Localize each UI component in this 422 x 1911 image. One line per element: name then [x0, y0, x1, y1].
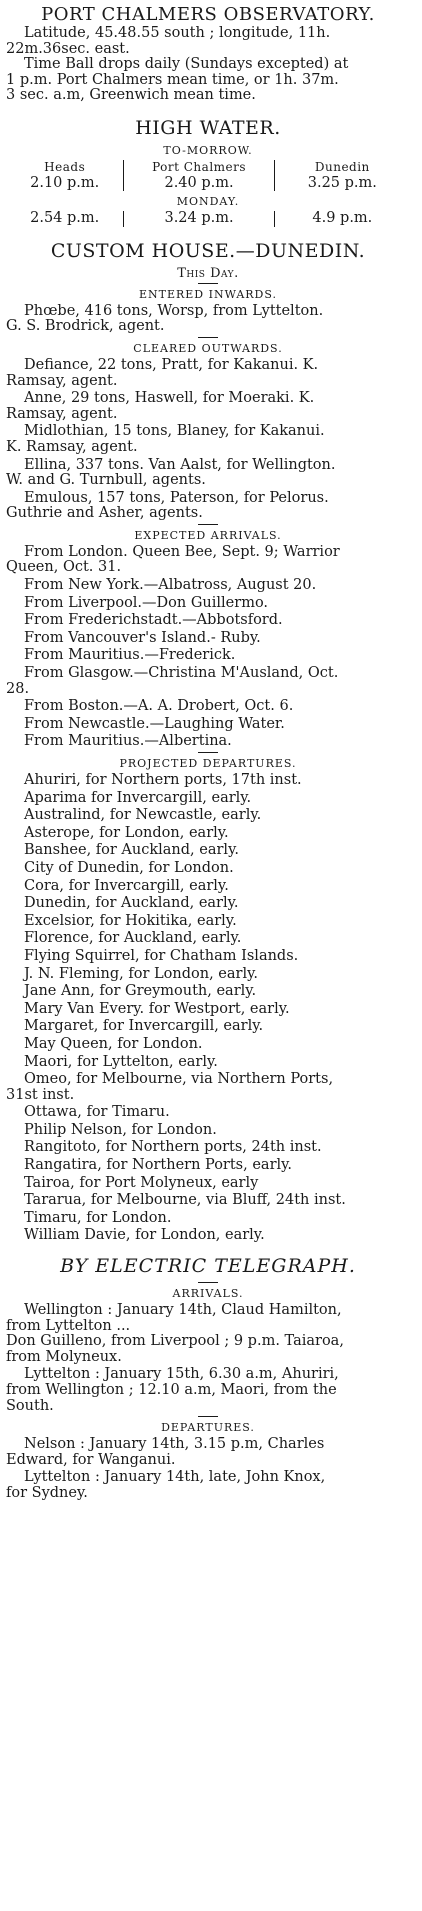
expected-arrival-entry — [6, 734, 410, 750]
entered-inwards-list — [6, 304, 410, 335]
telegraph-section — [6, 1254, 410, 1502]
tide-headers-row — [6, 160, 410, 176]
divider — [198, 337, 218, 338]
projected-departure-entry — [6, 843, 410, 859]
expected-arrival-entry-line: From Boston.—A. A. Drobert, Oct. 6. — [24, 698, 294, 715]
entered-entry — [6, 304, 410, 335]
projected-departure-entry — [6, 861, 410, 877]
expected-arrival-entry-line: From Newcastle.—Laughing Water. — [24, 715, 285, 732]
projected-departure-entry — [6, 967, 410, 983]
cleared-entry-line: Midlothian, 15 tons, Blaney, for Kakanui. — [24, 423, 325, 440]
this-day-label: This Day. — [177, 265, 239, 281]
projected-departure-entry-line: Flying Squirrel, for Chatham Islands. — [24, 947, 299, 964]
telegraph-arrivals-label: ARRIVALS. — [172, 1287, 244, 1301]
projected-departure-entry-line: Omeo, for Melbourne, via Northern Ports, — [24, 1071, 334, 1088]
projected-departure-entry-line: Mary Van Every. for Westport, early. — [24, 1000, 290, 1017]
telegraph-arrival-entry — [6, 1303, 410, 1365]
projected-departure-entry — [6, 1140, 410, 1156]
cleared-entry-line: K. Ramsay, agent. — [6, 438, 138, 455]
tide-monday-dunedin: 4.9 p.m. — [312, 210, 373, 227]
telegraph-arrival-entry — [6, 1367, 410, 1414]
observatory-line-2: 22m.36sec. east. — [6, 40, 130, 57]
expected-arrival-entry — [6, 666, 410, 697]
projected-departure-entry-line: Aparima for Invercargill, early. — [24, 789, 252, 806]
cleared-outwards-list — [6, 358, 410, 522]
divider — [198, 283, 218, 284]
entered-inwards-label: ENTERED INWARDS. — [138, 287, 278, 301]
projected-departure-entry — [6, 1211, 410, 1227]
projected-departure-entry-line: Tararua, for Melbourne, via Bluff, 24th inst. — [24, 1192, 346, 1209]
cleared-entry — [6, 458, 410, 489]
expected-arrival-entry — [6, 717, 410, 733]
tomorrow-label: TO-MORROW. — [163, 143, 253, 157]
expected-arrival-entry — [6, 699, 410, 715]
projected-departure-entry — [6, 791, 410, 807]
projected-departure-entry — [6, 1002, 410, 1018]
telegraph-arrival-entry-line: South. — [6, 1397, 54, 1414]
expected-arrival-entry-line: From Mauritius.—Frederick. — [24, 647, 236, 664]
projected-departure-entry-line: Banshee, for Auckland, early. — [24, 842, 239, 859]
projected-departures-label: PROJECTED DEPARTURES. — [119, 757, 297, 770]
monday-label: MONDAY. — [176, 195, 240, 209]
expected-arrival-entry-line: From Liverpool.—Don Guillermo. — [24, 594, 269, 611]
projected-departure-entry-line: Florence, for Auckland, early. — [24, 930, 242, 947]
observatory-line-3: Time Ball drops daily (Sundays excepted) at — [24, 56, 349, 73]
projected-departure-entry-line: J. N. Fleming, for London, early. — [24, 965, 258, 982]
projected-departure-entry-line: Tairoa, for Port Molyneux, early — [24, 1174, 259, 1191]
telegraph-arrival-entry-line: Don Guilleno, from Liverpool ; 9 p.m. Taiaroa, — [6, 1333, 344, 1350]
projected-departure-entry-line: Australind, for Newcastle, early. — [24, 807, 262, 824]
projected-departure-entry-line: May Queen, for London. — [24, 1035, 203, 1052]
projected-departure-entry-line: Excelsior, for Hokitika, early. — [24, 912, 237, 929]
projected-departure-entry-line: Timaru, for London. — [24, 1209, 172, 1226]
projected-departure-entry — [6, 1228, 410, 1244]
projected-departure-entry-line: Maori, for Lyttelton, early. — [24, 1053, 218, 1070]
projected-departure-entry-line: City of Dunedin, for London. — [24, 859, 234, 876]
custom-house-title: CUSTOM HOUSE.—DUNEDIN. — [50, 239, 366, 262]
projected-departure-entry-line: Margaret, for Invercargill, early. — [24, 1018, 264, 1035]
expected-arrival-entry — [6, 545, 410, 576]
cleared-outwards-label: CLEARED OUTWARDS. — [133, 341, 283, 355]
tide-tomorrow-port-chalmers: 2.40 p.m. — [123, 176, 274, 192]
cleared-entry-line: Emulous, 157 tons, Paterson, for Pelorus. — [24, 489, 329, 506]
expected-arrival-entry-line: From London. Queen Bee, Sept. 9; Warrior — [24, 543, 340, 560]
cleared-entry-line: Ramsay, agent. — [6, 372, 118, 389]
cleared-entry — [6, 358, 410, 389]
telegraph-departure-entry-line: Lyttelton : January 14th, late, John Knox, — [24, 1469, 326, 1486]
tide-monday-port-chalmers: 3.24 p.m. — [123, 211, 274, 227]
telegraph-arrival-entry-line: from Lyttelton ... — [6, 1317, 131, 1334]
cleared-entry-line: W. and G. Turnbull, agents. — [6, 472, 206, 489]
telegraph-departure-entry-line: Edward, for Wanganui. — [6, 1451, 176, 1468]
cleared-entry-line: Anne, 29 tons, Haswell, for Moeraki. K. — [24, 390, 315, 407]
tide-monday-heads: 2.54 p.m. — [30, 210, 100, 227]
expected-arrival-entry — [6, 578, 410, 594]
observatory-line-5: 3 sec. a.m, Greenwich mean time. — [6, 87, 256, 104]
custom-house-section — [6, 239, 410, 1244]
projected-departure-entry — [6, 1037, 410, 1053]
expected-arrival-entry-line: From Glasgow.—Christina M'Ausland, Oct. — [24, 665, 339, 682]
tide-tomorrow-row — [6, 176, 410, 192]
projected-departure-entry — [6, 1193, 410, 1209]
projected-departure-entry — [6, 931, 410, 947]
telegraph-arrival-entry-line: Lyttelton : January 15th, 6.30 a.m, Ahuriri, — [24, 1366, 339, 1383]
projected-departure-entry — [6, 879, 410, 895]
projected-departure-entry-line: Jane Ann, for Greymouth, early. — [24, 983, 257, 1000]
cleared-entry-line: Ellina, 337 tons. Van Aalst, for Wellington. — [24, 456, 336, 473]
expected-arrival-entry — [6, 631, 410, 647]
telegraph-arrival-entry-line: Wellington : January 14th, Claud Hamilton, — [24, 1302, 342, 1319]
projected-departure-entry — [6, 1123, 410, 1139]
high-water-section — [6, 116, 410, 227]
telegraph-departures-list — [6, 1437, 410, 1501]
telegraph-departure-entry — [6, 1470, 410, 1501]
projected-departure-entry-line: Rangitoto, for Northern ports, 24th inst. — [24, 1139, 322, 1156]
tide-header-dunedin: Dunedin — [314, 159, 370, 174]
tide-header-port-chalmers: Port Chalmers — [123, 160, 274, 176]
projected-departure-entry-line: 31st inst. — [6, 1086, 75, 1103]
tide-tomorrow-heads: 2.10 p.m. — [30, 174, 100, 191]
expected-arrivals-label: EXPECTED ARRIVALS. — [134, 528, 282, 542]
cleared-entry-line: Defiance, 22 tons, Pratt, for Kakanui. K. — [24, 356, 319, 373]
newspaper-column — [6, 4, 410, 1502]
cleared-entry — [6, 491, 410, 522]
projected-departure-entry — [6, 1105, 410, 1121]
telegraph-departure-entry-line: Nelson : January 14th, 3.15 p.m, Charles — [24, 1436, 325, 1453]
projected-departure-entry — [6, 1176, 410, 1192]
projected-departure-entry — [6, 1055, 410, 1071]
expected-arrival-entry — [6, 613, 410, 629]
observatory-line-1: Latitude, 45.48.55 south ; longitude, 11h. — [24, 25, 331, 41]
divider — [198, 524, 218, 525]
divider — [198, 752, 218, 753]
telegraph-arrival-entry-line: from Molyneux. — [6, 1348, 122, 1365]
telegraph-departures-label: DEPARTURES. — [161, 1421, 255, 1435]
telegraph-title: BY ELECTRIC TELEGRAPH. — [60, 1255, 356, 1278]
projected-departure-entry — [6, 896, 410, 912]
projected-departure-entry — [6, 1158, 410, 1174]
divider — [198, 1416, 218, 1417]
high-water-title: HIGH WATER. — [135, 116, 281, 139]
projected-departure-entry — [6, 984, 410, 1000]
projected-departure-entry-line: Rangatira, for Northern Ports, early. — [24, 1157, 293, 1174]
expected-arrivals-list — [6, 545, 410, 750]
projected-departure-entry — [6, 1019, 410, 1035]
expected-arrival-entry-line: From New York.—Albatross, August 20. — [24, 577, 317, 594]
projected-departure-entry — [6, 1072, 410, 1103]
telegraph-departure-entry — [6, 1437, 410, 1468]
tide-tomorrow-dunedin: 3.25 p.m. — [307, 174, 377, 191]
projected-departure-entry-line: Cora, for Invercargill, early. — [24, 877, 229, 894]
expected-arrival-entry-line: 28. — [6, 680, 30, 697]
expected-arrival-entry-line: From Mauritius.—Albertina. — [24, 733, 232, 750]
projected-departure-entry — [6, 826, 410, 842]
projected-departures-list — [6, 773, 410, 1244]
telegraph-departure-entry-line: for Sydney. — [6, 1484, 88, 1501]
telegraph-arrivals-list — [6, 1303, 410, 1414]
expected-arrival-entry-line: From Frederichstadt.—Abbotsford. — [24, 612, 283, 629]
cleared-entry-line: Guthrie and Asher, agents. — [6, 505, 203, 522]
tide-monday-row — [6, 211, 410, 227]
entered-entry-line: Phœbe, 416 tons, Worsp, from Lyttelton. — [24, 302, 324, 319]
projected-departure-entry-line: Dunedin, for Auckland, early. — [24, 895, 239, 912]
observatory-line-4: 1 p.m. Port Chalmers mean time, or 1h. 37m. — [6, 71, 339, 88]
cleared-entry — [6, 424, 410, 455]
cleared-entry — [6, 391, 410, 422]
projected-departure-entry — [6, 914, 410, 930]
expected-arrival-entry — [6, 648, 410, 664]
projected-departure-entry-line: Asterope, for London, early. — [24, 824, 229, 841]
projected-departure-entry — [6, 808, 410, 824]
projected-departure-entry — [6, 773, 410, 789]
projected-departure-entry-line: William Davie, for London, early. — [24, 1227, 265, 1244]
projected-departure-entry — [6, 949, 410, 965]
tide-header-heads: Heads — [44, 159, 86, 174]
cleared-entry-line: Ramsay, agent. — [6, 405, 118, 422]
observatory-title: PORT CHALMERS OBSERVATORY. — [41, 4, 375, 25]
projected-departure-entry-line: Ahuriri, for Northern ports, 17th inst. — [24, 772, 302, 788]
expected-arrival-entry-line: Queen, Oct. 31. — [6, 559, 122, 576]
divider — [198, 1282, 218, 1283]
observatory-section — [6, 4, 410, 104]
entered-entry-line: G. S. Brodrick, agent. — [6, 318, 165, 335]
projected-departure-entry-line: Ottawa, for Timaru. — [24, 1104, 170, 1121]
projected-departure-entry-line: Philip Nelson, for London. — [24, 1121, 217, 1138]
telegraph-arrival-entry-line: from Wellington ; 12.10 a.m, Maori, from the — [6, 1382, 337, 1398]
expected-arrival-entry-line: From Vancouver's Island.- Ruby. — [24, 629, 261, 646]
expected-arrival-entry — [6, 596, 410, 612]
